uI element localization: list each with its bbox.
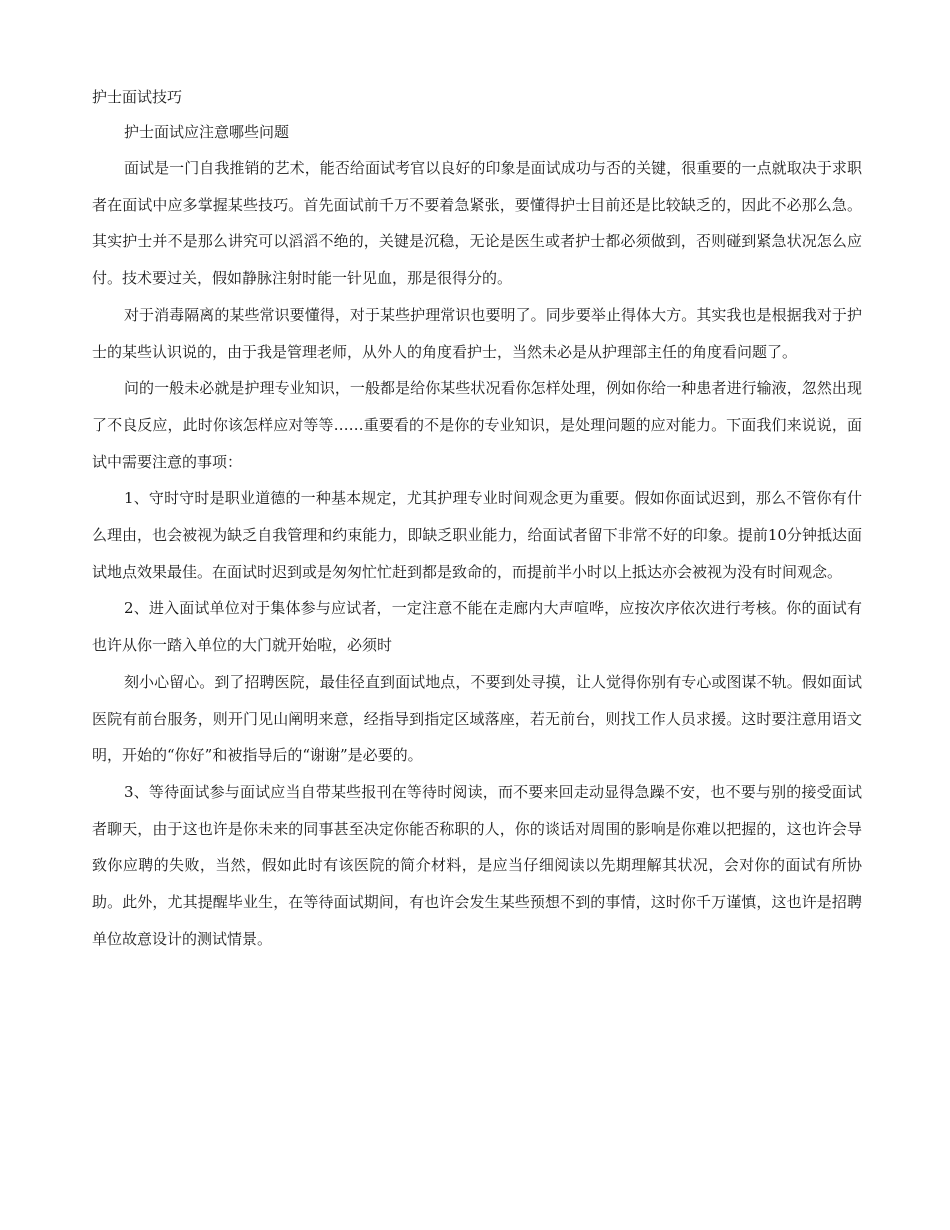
paragraph-knowledge: 对于消毒隔离的某些常识要懂得，对于某些护理常识也要明了。同步要举止得体大方。其实我也是根据我对于护士的某些认识说的，由于我是管理老师，从外人的角度看护士，当然未必是从护理部主任的角度看问题了。 <box>92 305 862 361</box>
paragraph-waiting: 3、等待面试参与面试应当自带某些报刊在等待时阅读，而不要来回走动显得急躁不安，也不要与别的接受面试者聊天，由于这也许是你未来的同事甚至决定你能否称职的人，你的谈话对周围的影响是你难以把握的，这也许会导致你应聘的失败，当然，假如此时有该医院的简介材料，是应当仔细阅读以先期理解其状况，会对你的面试有所协助。此外，尤其提醒毕业生，在等待面试期间，有也许会发生某些预想不到的事情，这时你千万谨慎，这也许是招聘单位故意设计的测试情景。 <box>92 782 862 948</box>
paragraph-questions: 问的一般未必就是护理专业知识，一般都是给你某些状况看你怎样处理，例如你给一种患者进行输液，忽然出现了不良反应，此时你该怎样应对等等……重要看的不是你的专业知识，是处理问题的应对能力。下面我们来说说，面试中需要注意的事项： <box>92 379 862 471</box>
document-page <box>92 80 862 957</box>
paragraph-intro: 面试是一门自我推销的艺术，能否给面试考官以良好的印象是面试成功与否的关键，很重要的一点就取决于求职者在面试中应多掌握某些技巧。首先面试前千万不要着急紧张，要懂得护士目前还是比较缺乏的，因此不必那么急。其实护士并不是那么讲究可以滔滔不绝的，关键是沉稳，无论是医生或者护士都必须做到，否则碰到紧急状况怎么应付。技术要过关，假如静脉注射时能一针见血，那是很得分的。 <box>92 159 862 288</box>
paragraph-entering: 2、进入面试单位对于集体参与应试者，一定注意不能在走廊内大声喧哗，应按次序依次进行考核。你的面试有也许从你一踏入单位的大门就开始啦，必须时 <box>92 599 862 655</box>
paragraph-punctuality: 1、守时守时是职业道德的一种基本规定，尤其护理专业时间观念更为重要。假如你面试迟到，那么不管你有什么理由，也会被视为缺乏自我管理和约束能力，即缺乏职业能力，给面试者留下非常不好的印象。提前10分钟抵达面试地点效果最佳。在面试时迟到或是匆匆忙忙赶到都是致命的，而提前半小时以上抵达亦会被视为没有时间观念。 <box>92 489 862 581</box>
document-subtitle: 护士面试应注意哪些问题 <box>124 123 290 141</box>
document-title: 护士面试技巧 <box>92 88 183 106</box>
paragraph-entering-continued: 刻小心留心。到了招聘医院，最佳径直到面试地点，不要到处寻摸，让人觉得你别有专心或图谋不轨。假如面试医院有前台服务，则开门见山阐明来意，经指导到指定区域落座，若无前台，则找工作人员求援。这时要注意用语文明，开始的“你好”和被指导后的“谢谢”是必要的。 <box>92 672 862 765</box>
